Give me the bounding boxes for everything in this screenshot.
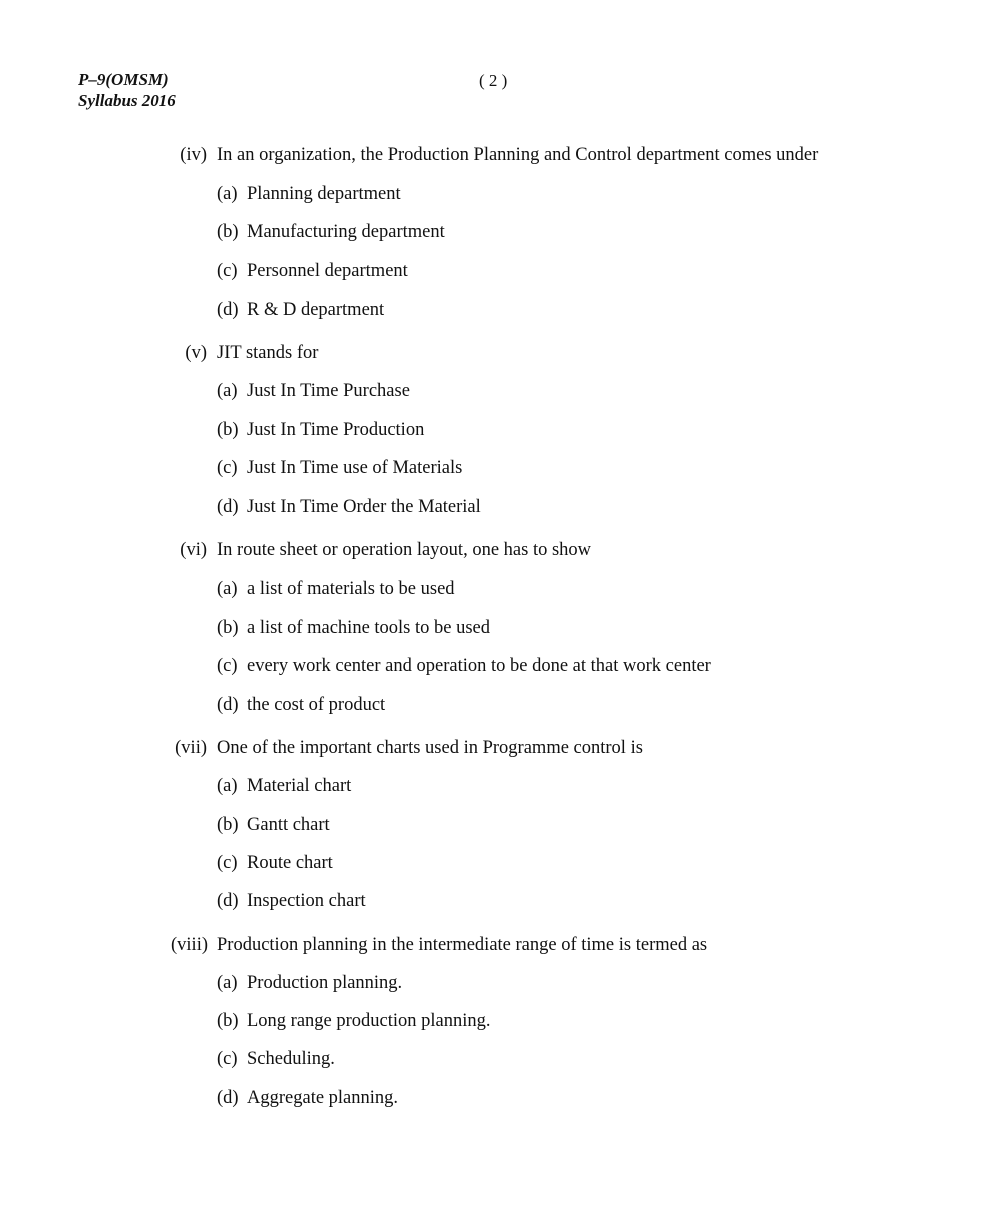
option-text: Production planning. xyxy=(247,973,403,993)
option-d xyxy=(217,496,481,518)
option-label: (b) xyxy=(217,815,239,835)
option-d xyxy=(217,890,366,912)
option-label: (a) xyxy=(217,776,238,796)
option-text: Personnel department xyxy=(247,261,408,281)
option-text: every work center and operation to be done at that work center xyxy=(247,656,711,676)
question-number: (v) xyxy=(185,343,207,363)
option-label: (c) xyxy=(217,853,238,873)
option-b xyxy=(217,814,330,836)
option-text: Just In Time Order the Material xyxy=(247,497,481,517)
option-label: (b) xyxy=(217,1011,239,1031)
option-text: Just In Time use of Materials xyxy=(247,458,463,478)
option-label: (a) xyxy=(217,184,238,204)
option-text: a list of materials to be used xyxy=(247,579,455,599)
option-a xyxy=(217,578,455,600)
option-label: (d) xyxy=(217,1088,239,1108)
question-text: Production planning in the intermediate range of time is termed as xyxy=(217,935,708,955)
option-b xyxy=(217,221,445,243)
question-number: (vi) xyxy=(180,540,207,560)
option-b xyxy=(217,617,490,639)
option-label: (d) xyxy=(217,300,239,320)
question-text: In route sheet or operation layout, one has to show xyxy=(217,540,592,560)
option-c xyxy=(217,852,333,874)
option-text: the cost of product xyxy=(247,695,386,715)
question-number: (viii) xyxy=(171,935,208,955)
question-text: In an organization, the Production Planning and Control department comes under xyxy=(217,145,819,165)
paper-code: P–9(OMSM) xyxy=(78,70,169,89)
option-label: (c) xyxy=(217,458,238,478)
option-label: (b) xyxy=(217,618,239,638)
option-label: (c) xyxy=(217,261,238,281)
option-text: Scheduling. xyxy=(247,1049,335,1069)
page-number: ( 2 ) xyxy=(479,71,508,90)
option-d xyxy=(217,694,385,716)
question-number: (vii) xyxy=(175,738,207,758)
option-label: (a) xyxy=(217,973,238,993)
option-text: Just In Time Production xyxy=(247,420,425,440)
question-text: JIT stands for xyxy=(217,343,319,363)
option-a xyxy=(217,183,401,205)
option-text: Long range production planning. xyxy=(247,1011,491,1031)
option-a xyxy=(217,380,410,402)
option-c xyxy=(217,260,408,282)
syllabus-year: Syllabus 2016 xyxy=(78,91,176,110)
option-d xyxy=(217,299,384,321)
option-text: Gantt chart xyxy=(247,815,330,835)
option-b xyxy=(217,419,424,441)
option-text: Planning department xyxy=(247,184,401,204)
option-text: Aggregate planning. xyxy=(247,1088,399,1108)
question-text: One of the important charts used in Programme control is xyxy=(217,738,643,758)
option-text: a list of machine tools to be used xyxy=(247,618,491,638)
option-label: (a) xyxy=(217,381,238,401)
option-text: Manufacturing department xyxy=(247,222,445,242)
option-label: (c) xyxy=(217,656,238,676)
option-label: (b) xyxy=(217,222,239,242)
option-label: (d) xyxy=(217,497,239,517)
option-a xyxy=(217,972,402,994)
option-label: (d) xyxy=(217,891,239,911)
option-label: (a) xyxy=(217,579,238,599)
option-text: Material chart xyxy=(247,776,352,796)
option-label: (c) xyxy=(217,1049,238,1069)
option-d xyxy=(217,1087,398,1109)
option-c xyxy=(217,457,462,479)
question-number: (iv) xyxy=(180,145,207,165)
option-c xyxy=(217,1048,335,1070)
option-label: (d) xyxy=(217,695,239,715)
option-text: Inspection chart xyxy=(247,891,366,911)
option-a xyxy=(217,775,351,797)
paper-header xyxy=(78,69,176,111)
option-text: R & D department xyxy=(247,300,385,320)
option-b xyxy=(217,1010,491,1032)
option-c xyxy=(217,655,711,677)
option-text: Just In Time Purchase xyxy=(247,381,410,401)
option-text: Route chart xyxy=(247,853,333,873)
option-label: (b) xyxy=(217,420,239,440)
